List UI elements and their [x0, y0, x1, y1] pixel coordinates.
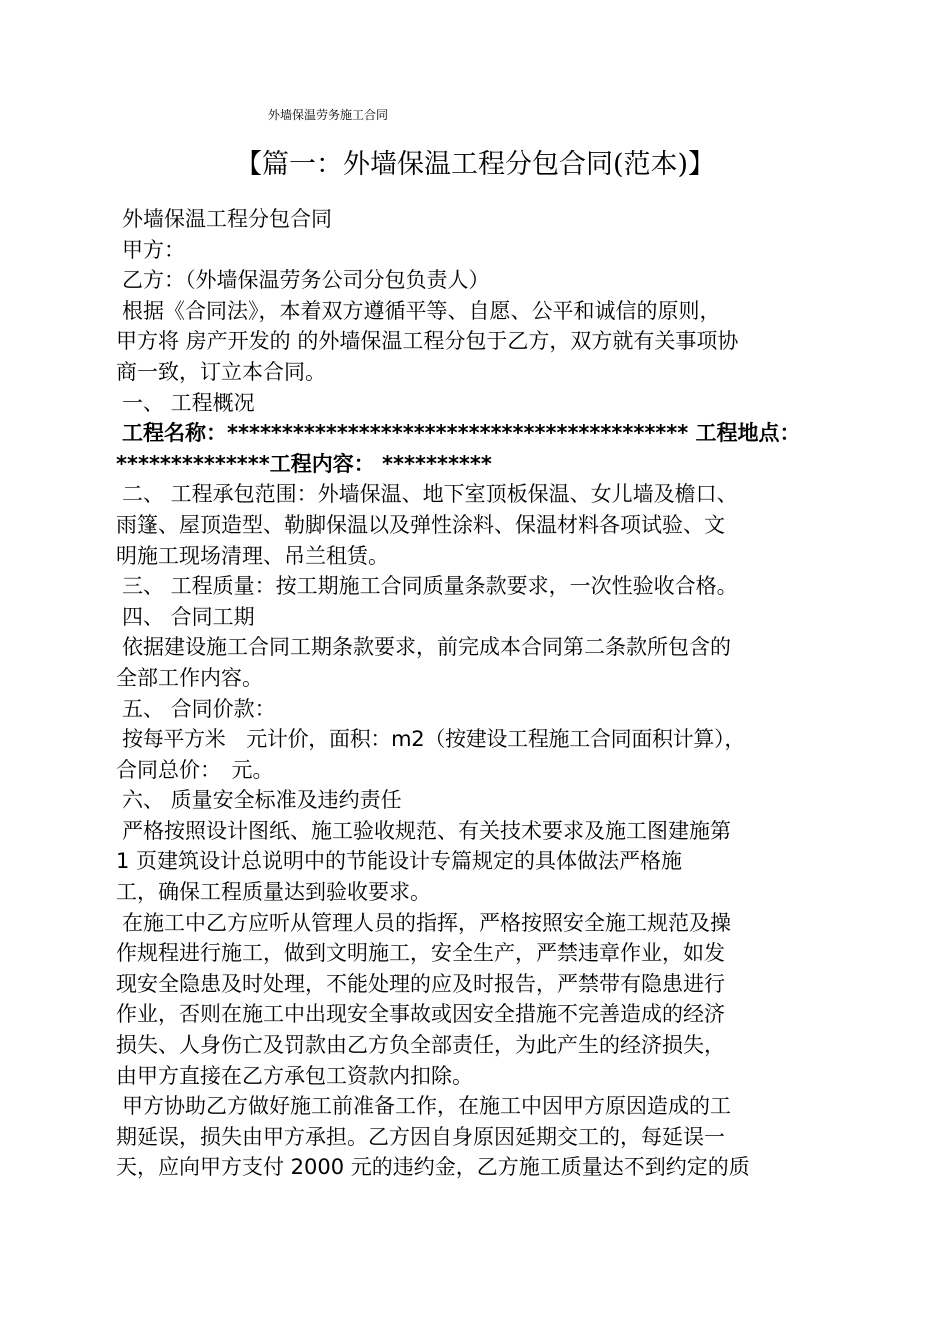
contract-body — [116, 204, 856, 1183]
section-heading: 六、 质量安全标准及违约责任 — [122, 788, 402, 813]
paragraph-line: 天，应向甲方支付 2000 元的违约金，乙方施工质量达不到约定的质 — [116, 1155, 750, 1180]
paragraph-line: 作业，否则在施工中出现安全事故或因安全措施不完善造成的经济 — [116, 1002, 725, 1027]
paragraph-line: 甲方将 房产开发的 的外墙保温工程分包于乙方，双方就有关事项协 — [116, 329, 739, 354]
paragraph-line: 作规程进行施工，做到文明施工，安全生产，严禁违章作业，如发 — [116, 941, 725, 966]
paragraph-line: 在施工中乙方应听从管理人员的指挥，严格按照安全施工规范及操 — [122, 910, 731, 935]
document-title: 【篇一：外墙保温工程分包合同(范本)】 — [234, 149, 716, 180]
paragraph-line: 甲方协助乙方做好施工前准备工作，在施工中因甲方原因造成的工 — [122, 1094, 731, 1119]
paragraph-line: 合同总价： 元。 — [116, 757, 274, 782]
party-a-line: 甲方： — [122, 237, 185, 262]
paragraph-line: 期延误，损失由甲方承担。乙方因自身原因延期交工的，每延误一 — [116, 1124, 725, 1149]
paragraph-line: 根据《合同法》，本着双方遵循平等、自愿、公平和诚信的原则， — [122, 298, 721, 323]
paragraph-line: 现安全隐患及时处理，不能处理的应及时报告，严禁带有隐患进行 — [116, 971, 725, 996]
paragraph-line: 依据建设施工合同工期条款要求，前完成本合同第二条款所包含的 — [122, 635, 731, 660]
section-heading: 三、 工程质量：按工期施工合同质量条款要求，一次性验收合格。 — [122, 574, 738, 599]
party-b-line: 乙方：（外墙保温劳务公司分包负责人） — [122, 268, 490, 293]
paragraph-line: 全部工作内容。 — [116, 665, 263, 690]
paragraph-line: 按每平方米 元计价，面积：m2（按建设工程施工合同面积计算）， — [122, 727, 746, 752]
section-heading: 五、 合同价款： — [122, 696, 276, 721]
section-heading: 二、 工程承包范围：外墙保温、地下室顶板保温、女儿墙及檐口、 — [122, 482, 738, 507]
project-name-line: 工程名称：****************************************** 工程地点： — [122, 421, 801, 446]
paragraph-line: 明施工现场清理、吊兰租赁。 — [116, 543, 389, 568]
paragraph-line: 严格按照设计图纸、施工验收规范、有关技术要求及施工图建施第 — [122, 818, 731, 843]
paragraph-line: 商一致，订立本合同。 — [116, 359, 326, 384]
running-header: 外墙保温劳务施工合同 — [268, 108, 389, 122]
section-heading: 四、 合同工期 — [122, 604, 255, 629]
project-content-line: **************工程内容： ********** — [116, 451, 492, 476]
section-heading: 一、 工程概况 — [122, 390, 255, 415]
paragraph-line: 损失、人身伤亡及罚款由乙方负全部责任，为此产生的经济损失， — [116, 1033, 725, 1058]
paragraph-line: 1 页建筑设计总说明中的节能设计专篇规定的具体做法严格施 — [116, 849, 683, 874]
paragraph-line: 工，确保工程质量达到验收要求。 — [116, 880, 431, 905]
paragraph-line: 由甲方直接在乙方承包工资款内扣除。 — [116, 1063, 473, 1088]
paragraph-line: 雨篷、屋顶造型、勒脚保温以及弹性涂料、保温材料各项试验、文 — [116, 512, 725, 537]
contract-name-line: 外墙保温工程分包合同 — [122, 207, 332, 231]
